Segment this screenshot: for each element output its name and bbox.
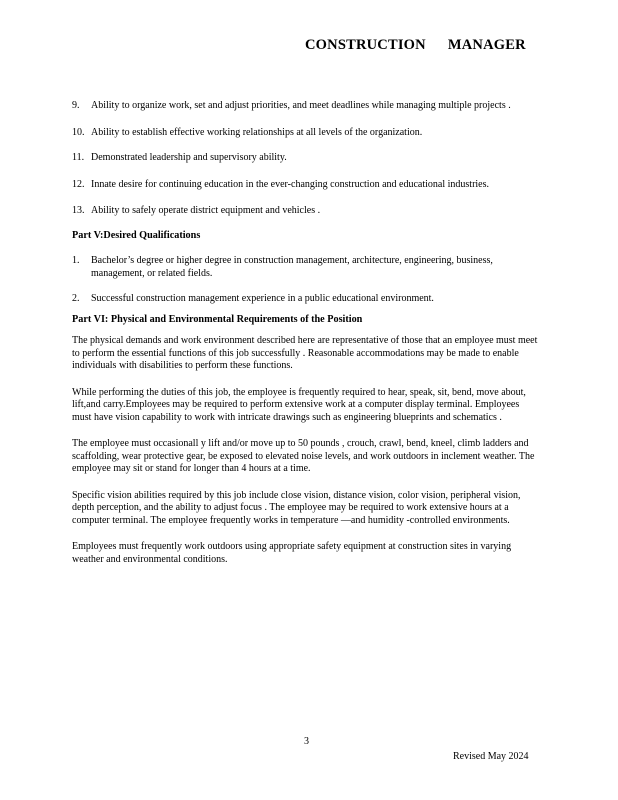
item-number: 10. bbox=[72, 126, 85, 138]
item-text: Demonstrated leadership and supervisory ability. bbox=[91, 152, 287, 163]
paragraph-vision: Specific vision abilities required by this job include close vision, distance vision, color vision, peripheral vision, depth perception, and the ability to adjust focus . The employee may be required to work extensive hours at a computer terminal. The employee frequently works in temperature —and humidity -controlled environments. bbox=[72, 489, 521, 526]
item-text: Ability to establish effective working relationships at all levels of the organization. bbox=[91, 126, 423, 138]
paragraph-lifting: The employee must occasionall y lift and/or move up to 50 pounds , crouch, crawl, bend, kneel, climb ladders and scaffolding, wear protective gear, be exposed to elevated noise levels, and work outdoors in inclement weather. The employee may sit or stand for longer than 4 hours at a time. bbox=[72, 438, 535, 474]
item-text: Ability to organize work, set and adjust priorities, and meet deadlines while managing multiple projects . bbox=[91, 100, 511, 111]
section-heading-part-6: Part VI: Physical and Environmental Requirements of the Position bbox=[72, 313, 363, 325]
revision-date: Revised May 2024 bbox=[453, 751, 529, 762]
item-number: 2. bbox=[72, 293, 80, 304]
document-body bbox=[72, 100, 538, 580]
section-heading-part-5: Part V:Desired Qualifications bbox=[72, 229, 201, 241]
item-text: Successful construction management experience in a public educational environment. bbox=[91, 293, 434, 304]
requirement-item-9 bbox=[72, 100, 538, 113]
page-title bbox=[305, 37, 526, 54]
desired-qualification-item-2 bbox=[72, 293, 538, 306]
desired-qualification-item-1 bbox=[72, 255, 538, 280]
item-number: 13. bbox=[72, 205, 85, 216]
item-text: Innate desire for continuing education in the ever-changing construction and educational industries. bbox=[91, 178, 490, 190]
paragraph-outdoor-work: Employees must frequently work outdoors using appropriate safety equipment at construction sites in varying weather and environmental conditions. bbox=[72, 541, 512, 565]
item-number: 9. bbox=[72, 100, 80, 111]
item-number: 12. bbox=[72, 178, 85, 190]
item-number: 11. bbox=[72, 152, 85, 163]
paragraph-duties: While performing the duties of this job, the employee is frequently required to hear, speak, sit, bend, move about, lift,and carry.Employees may be required to perform extensive work at a computer display terminal. Employees must have vision capability to work with intricate drawings such as engineering blueprints and schematics . bbox=[72, 386, 526, 423]
title-word-2: MANAGER bbox=[447, 37, 526, 53]
page-number: 3 bbox=[304, 736, 309, 747]
item-number: 1. bbox=[72, 255, 80, 266]
title-word-1: CONSTRUCTION bbox=[305, 37, 426, 53]
item-text: Ability to safely operate district equipment and vehicles . bbox=[91, 205, 321, 216]
requirement-item-13 bbox=[72, 205, 538, 218]
requirement-item-11 bbox=[72, 152, 538, 165]
paragraph-physical-demands: The physical demands and work environment described here are representative of those that an employee must meet to perform the essential functions of this job successfully . Reasonable accommodations may be made to enable individuals with disabilities to perform these functions. bbox=[72, 335, 538, 371]
requirement-item-10 bbox=[72, 127, 538, 140]
requirement-item-12 bbox=[72, 179, 538, 192]
item-text: Bachelor’s degree or higher degree in construction management, architecture, engineering, business, management, or related fields. bbox=[91, 255, 493, 279]
